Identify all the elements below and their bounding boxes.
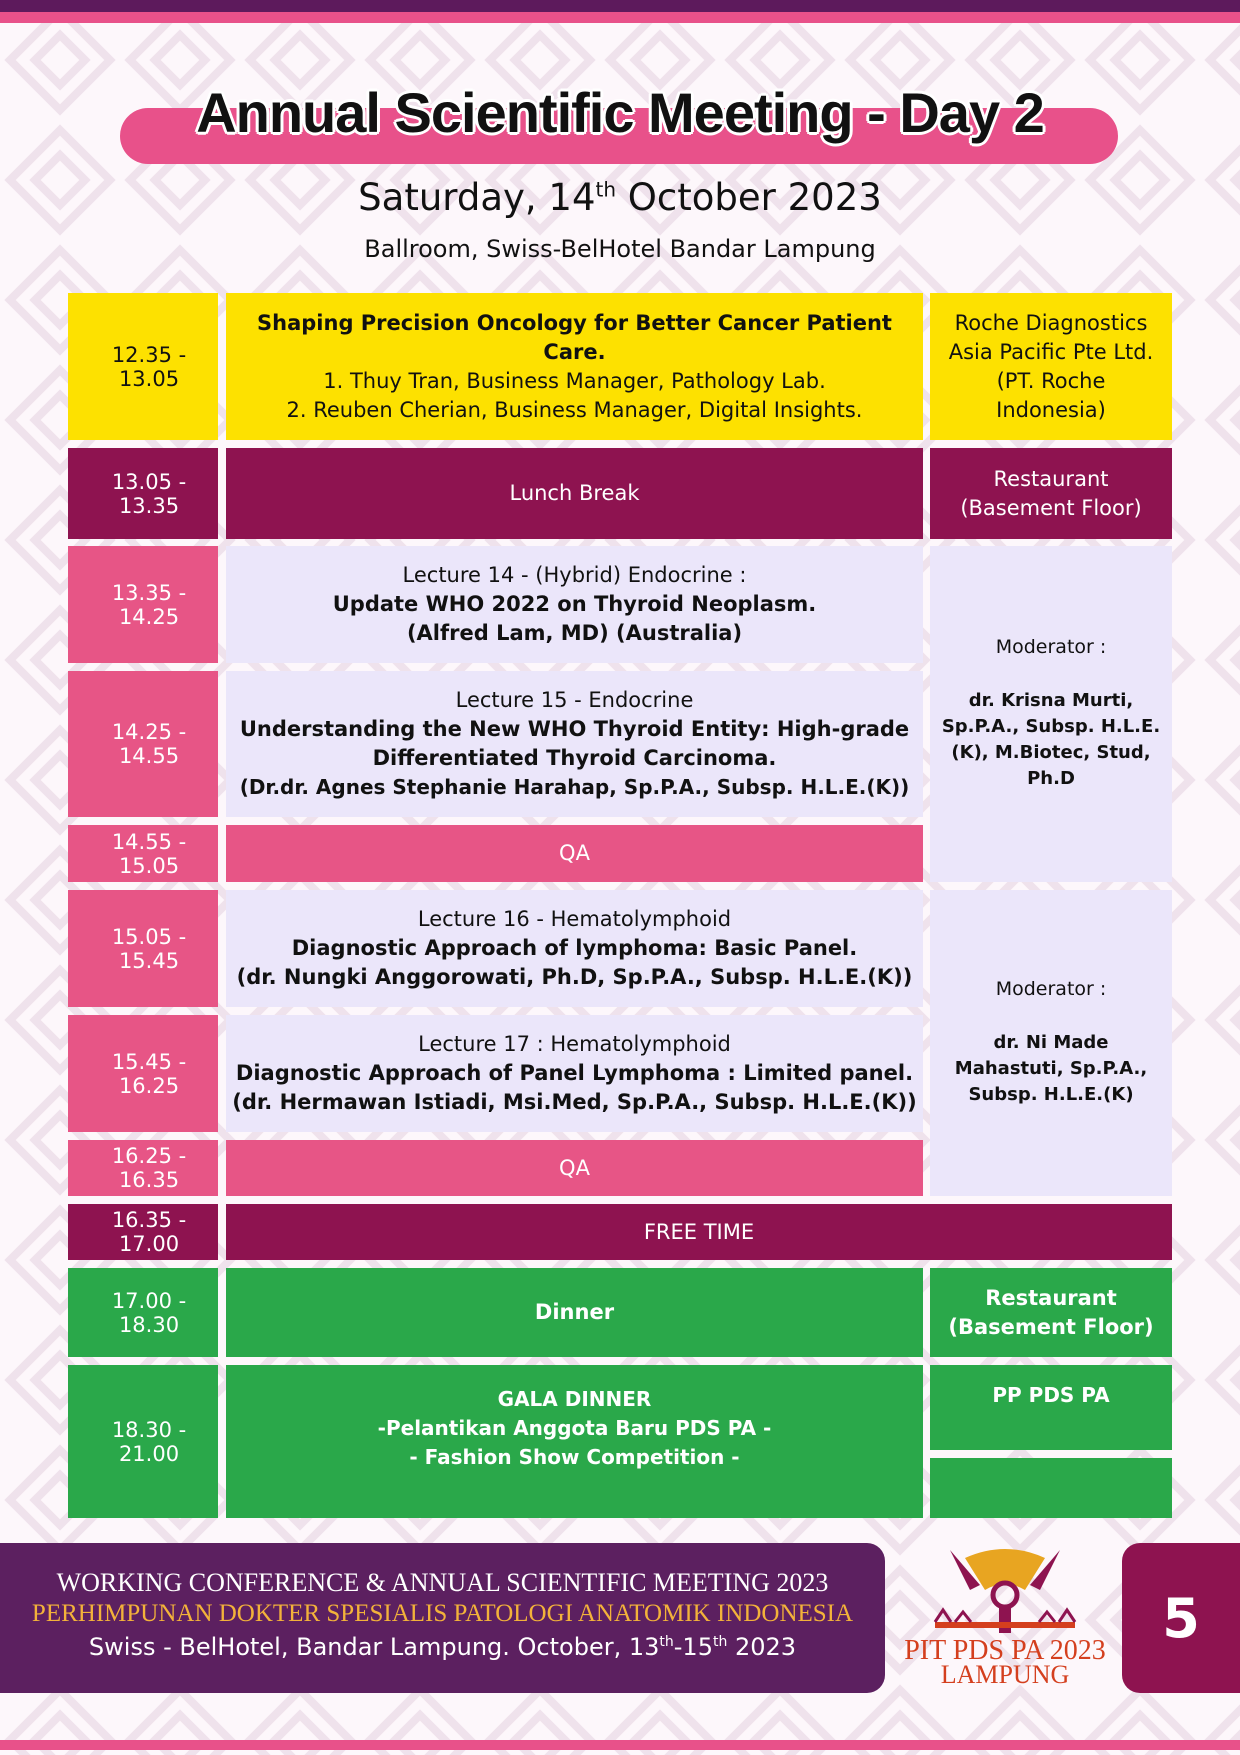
lecture-cell: [226, 546, 923, 663]
location-cell: [930, 1268, 1172, 1357]
activity-cell: Lunch Break: [226, 448, 923, 539]
gala-line: -Pelantikan Anggota Baru PDS PA -: [377, 1416, 772, 1440]
location-line: (Basement Floor): [948, 1314, 1154, 1339]
lecture-label: Lecture 17 : Hematolymphoid: [418, 1032, 731, 1056]
lecture-title: Diagnostic Approach of Panel Lymphoma : Limited panel.: [235, 1061, 914, 1085]
moderator-name: Mahastuti, Sp.P.A.,: [954, 1058, 1148, 1079]
moderator-label: Moderator :: [995, 636, 1107, 658]
footer-year: 2023: [727, 1633, 797, 1661]
moderator-name: Subsp. H.L.E.(K): [968, 1084, 1134, 1105]
top-bar-purple: [0, 0, 1240, 12]
footer-venue: Swiss - BelHotel, Bandar Lampung. October, 13: [88, 1633, 660, 1661]
sponsor-line: Roche Diagnostics: [954, 310, 1148, 335]
sponsor-line: Asia Pacific Pte Ltd.: [948, 339, 1154, 364]
session-cell: [226, 293, 923, 440]
page-title: Annual Scientific Meeting - Day 2: [196, 81, 1044, 144]
moderator-label: Moderator :: [995, 978, 1107, 1000]
activity-cell: Dinner: [226, 1268, 923, 1357]
sponsor-line: Indonesia): [996, 397, 1106, 422]
empty-cell: [930, 1458, 1172, 1518]
logo-location: LAMPUNG: [940, 1660, 1070, 1689]
footer-sup: th: [659, 1634, 674, 1650]
moderator-cell: [930, 890, 1172, 1196]
moderator-name: dr. Ni Made: [993, 1032, 1109, 1053]
lecture-title: Understanding the New WHO Thyroid Entity: High-grade: [239, 717, 910, 741]
footer-organization: PERHIMPUNAN DOKTER SPESIALIS PATOLOGI ANATOMIK INDONESIA: [31, 1600, 854, 1627]
date-rest: October 2023: [616, 176, 882, 219]
gala-cell: [226, 1365, 923, 1518]
lecture-cell: [226, 890, 923, 1007]
time-cell: 16.35 - 17.00: [68, 1204, 218, 1260]
time-cell: 17.00 - 18.30: [68, 1268, 218, 1357]
lecture-speaker: (dr. Hermawan Istiadi, Msi.Med, Sp.P.A., Subsp. H.L.E.(K)): [232, 1090, 917, 1114]
event-venue: Ballroom, Swiss-BelHotel Bandar Lampung: [364, 235, 876, 263]
location-line: Restaurant: [985, 1285, 1117, 1310]
time-cell: 13.35 - 14.25: [68, 546, 218, 663]
lecture-title: Update WHO 2022 on Thyroid Neoplasm.: [332, 592, 817, 616]
sponsor-cell: [930, 293, 1172, 440]
date-suffix: th: [595, 177, 617, 202]
gala-line: - Fashion Show Competition -: [409, 1445, 740, 1469]
top-bar-pink: [0, 12, 1240, 23]
lecture-title: Diagnostic Approach of lymphoma: Basic Panel.: [291, 936, 858, 960]
lecture-cell: [226, 671, 923, 817]
location-cell: [930, 448, 1172, 539]
footer-range: -15: [673, 1633, 713, 1661]
lecture-title: Differentiated Thyroid Carcinoma.: [372, 746, 777, 770]
moderator-cell: [930, 546, 1172, 882]
qa-cell: QA: [226, 1140, 923, 1196]
sponsor-line: (PT. Roche: [996, 368, 1106, 393]
speaker-line: 1. Thuy Tran, Business Manager, Pathology Lab.: [323, 368, 826, 393]
moderator-name: (K), M.Biotec, Stud,: [951, 742, 1151, 763]
time-cell: 14.55 - 15.05: [68, 825, 218, 882]
time-cell: 15.45 - 16.25: [68, 1015, 218, 1132]
logo-text: PIT PDS PA 2023: [904, 1635, 1106, 1666]
date-main: Saturday, 14: [358, 176, 596, 219]
time-cell: 12.35 - 13.05: [68, 293, 218, 440]
moderator-name: Sp.P.A., Subsp. H.L.E.: [941, 716, 1161, 737]
lecture-cell: [226, 1015, 923, 1132]
moderator-name: dr. Krisna Murti,: [968, 690, 1134, 711]
lecture-label: Lecture 15 - Endocrine: [455, 688, 694, 712]
lecture-label: Lecture 16 - Hematolymphoid: [417, 907, 732, 931]
speaker-line: 2. Reuben Cherian, Business Manager, Digital Insights.: [286, 397, 863, 422]
time-cell: 13.05 - 13.35: [68, 448, 218, 539]
footer-sup: th: [712, 1634, 728, 1650]
lecture-speaker: (Dr.dr. Agnes Stephanie Harahap, Sp.P.A., Subsp. H.L.E.(K)): [239, 775, 910, 799]
time-cell: 15.05 - 15.45: [68, 890, 218, 1007]
time-cell: 14.25 - 14.55: [68, 671, 218, 817]
session-title: Shaping Precision Oncology for Better Cancer Patient Care.: [257, 310, 892, 364]
event-date: [0, 176, 1240, 219]
time-cell: 16.25 - 16.35: [68, 1140, 218, 1196]
lecture-label: Lecture 14 - (Hybrid) Endocrine :: [402, 563, 747, 587]
footer-conference: WORKING CONFERENCE & ANNUAL SCIENTIFIC MEETING 2023: [56, 1568, 829, 1597]
activity-cell: FREE TIME: [226, 1204, 1172, 1260]
qa-cell: QA: [226, 825, 923, 882]
moderator-name: Ph.D: [1027, 768, 1075, 789]
lecture-speaker: (dr. Nungki Anggorowati, Ph.D, Sp.P.A., Subsp. H.L.E.(K)): [236, 965, 913, 989]
location-line: Restaurant: [993, 466, 1109, 491]
gala-line: GALA DINNER: [497, 1387, 652, 1411]
location-line: (Basement Floor): [960, 495, 1142, 520]
lecture-speaker: (Alfred Lam, MD) (Australia): [406, 621, 743, 645]
footer-venue-dates: [0, 1633, 885, 1661]
bottom-bar: [0, 1740, 1240, 1750]
time-cell: 18.30 - 21.00: [68, 1365, 218, 1518]
page-number: 5: [1122, 1543, 1240, 1693]
organizer-cell: PP PDS PA: [930, 1365, 1172, 1450]
